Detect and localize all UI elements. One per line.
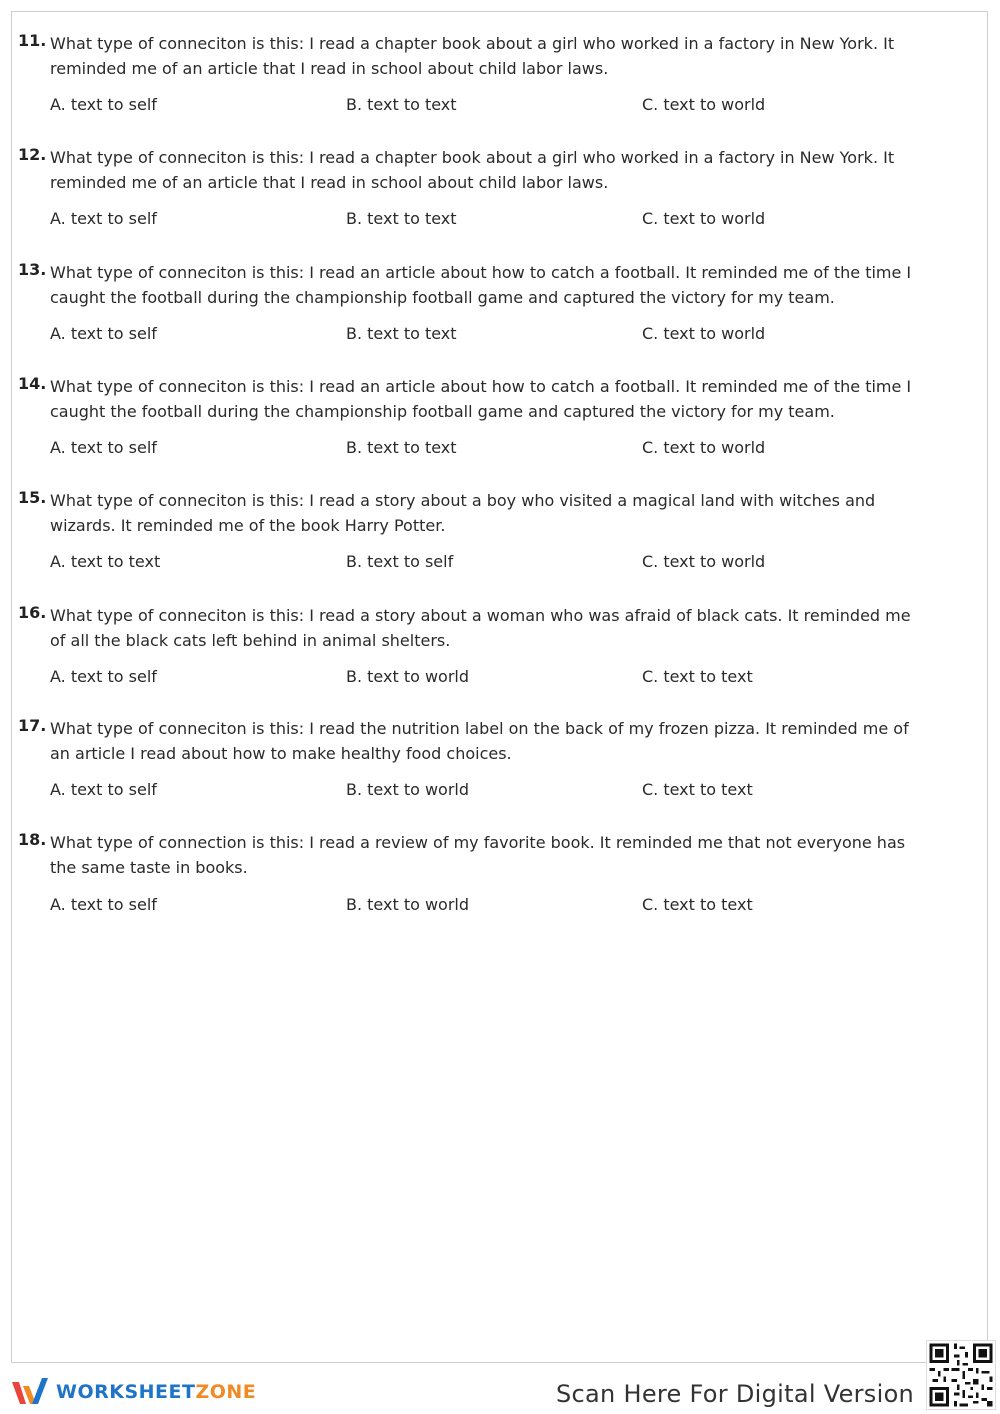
question-text: What type of conneciton is this: I read a chapter book about a girl who worked in a factory in New York. It reminded me of an article that I read in school about child labor laws. (50, 148, 895, 192)
qr-code-icon[interactable] (926, 1340, 996, 1410)
option-c[interactable]: C. text to world (642, 438, 766, 457)
question-number: 11. (18, 31, 47, 50)
option-a[interactable]: A. text to self (50, 667, 157, 686)
answer-options (50, 324, 950, 348)
option-a[interactable]: A. text to self (50, 780, 157, 799)
question-number: 14. (18, 374, 47, 393)
option-c[interactable]: C. text to world (642, 209, 766, 228)
option-c[interactable]: C. text to text (642, 895, 753, 914)
option-a[interactable]: A. text to text (50, 552, 161, 571)
option-b[interactable]: B. text to text (346, 438, 457, 457)
question-number: 12. (18, 145, 47, 164)
question-number: 13. (18, 260, 47, 279)
question-number: 17. (18, 716, 47, 735)
option-a[interactable]: A. text to self (50, 438, 157, 457)
answer-options (50, 209, 950, 233)
option-a[interactable]: A. text to self (50, 209, 157, 228)
question-text: What type of conneciton is this: I read a chapter book about a girl who worked in a factory in New York. It reminded me of an article that I read in school about child labor laws. (50, 34, 895, 78)
answer-options (50, 95, 950, 119)
question-text: What type of connection is this: I read a review of my favorite book. It reminded me that not everyone has the same taste in books. (50, 833, 906, 877)
question-number: 18. (18, 830, 47, 849)
brand-name (56, 1381, 256, 1403)
option-c[interactable]: C. text to world (642, 324, 766, 343)
answer-options (50, 780, 950, 804)
answer-options (50, 552, 950, 576)
option-b[interactable]: B. text to world (346, 780, 470, 799)
option-b[interactable]: B. text to world (346, 667, 470, 686)
option-c[interactable]: C. text to world (642, 552, 766, 571)
scan-label: Scan Here For Digital Version (556, 1380, 915, 1408)
brand-name-part1: WORKSHEET (56, 1381, 196, 1403)
page-footer (0, 1364, 1000, 1414)
question-text: What type of conneciton is this: I read a story about a woman who was afraid of black cats. It reminded me of all the black cats left behind in animal shelters. (50, 606, 911, 650)
question-text: What type of conneciton is this: I read a story about a boy who visited a magical land with witches and wizards. It reminded me of the book Harry Potter. (50, 491, 876, 535)
answer-options (50, 895, 950, 919)
option-b[interactable]: B. text to self (346, 552, 454, 571)
question-text: What type of conneciton is this: I read an article about how to catch a football. It reminded me of the time I caught the football during the championship football game and captured the victory for my team. (50, 377, 912, 421)
question-text: What type of conneciton is this: I read an article about how to catch a football. It reminded me of the time I caught the football during the championship football game and captured the victory for my team. (50, 263, 912, 307)
option-c[interactable]: C. text to world (642, 95, 766, 114)
option-b[interactable]: B. text to text (346, 209, 457, 228)
question-text: What type of conneciton is this: I read the nutrition label on the back of my frozen pizza. It reminded me of an article I read about how to make healthy food choices. (50, 719, 909, 763)
answer-options (50, 438, 950, 462)
option-a[interactable]: A. text to self (50, 895, 157, 914)
brand-name-part2: ZONE (195, 1381, 257, 1403)
option-a[interactable]: A. text to self (50, 95, 157, 114)
brand-logo[interactable] (10, 1376, 270, 1410)
question-number: 15. (18, 488, 47, 507)
answer-options (50, 667, 950, 691)
option-b[interactable]: B. text to world (346, 895, 470, 914)
worksheetzone-logo-icon (10, 1376, 50, 1408)
question-number: 16. (18, 603, 47, 622)
option-b[interactable]: B. text to text (346, 95, 457, 114)
option-c[interactable]: C. text to text (642, 667, 753, 686)
option-a[interactable]: A. text to self (50, 324, 157, 343)
option-c[interactable]: C. text to text (642, 780, 753, 799)
option-b[interactable]: B. text to text (346, 324, 457, 343)
